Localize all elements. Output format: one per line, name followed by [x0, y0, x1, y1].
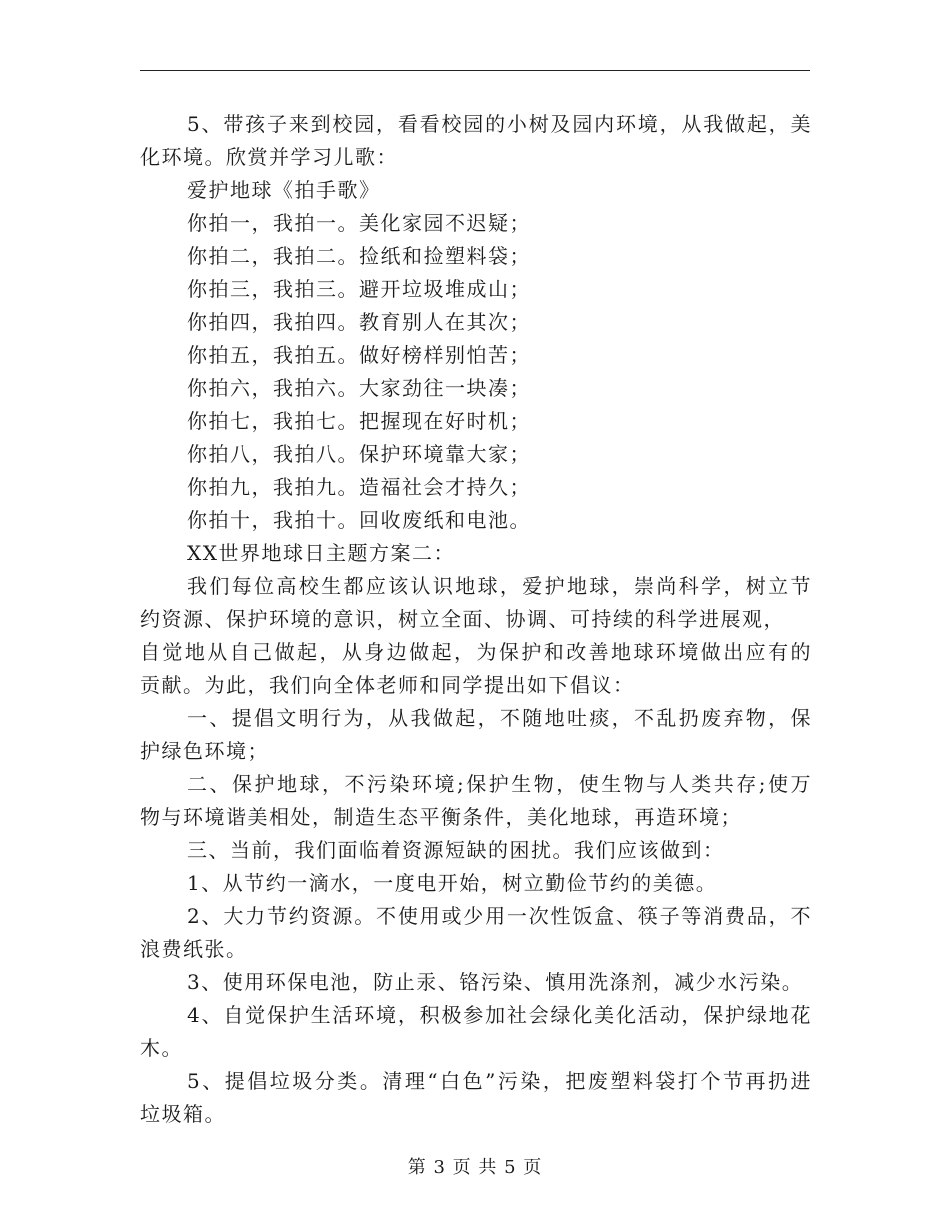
- text-line: XX世界地球日主题方案二：: [187, 541, 455, 565]
- header-rule: [140, 70, 810, 71]
- text-line: 3、使用环保电池，防止汞、铬污染、慎用洗涤剂，减少水污染。: [187, 970, 804, 994]
- text-line: 5、提倡垃圾分类。清理“白色”污染，把废塑料袋打个节再扔进: [187, 1069, 812, 1093]
- text-line: 化环境。欣赏并学习儿歌：: [140, 145, 398, 169]
- text-line: 你拍十，我拍十。回收废纸和电池。: [187, 508, 531, 532]
- text-line: 你拍七，我拍七。把握现在好时机；: [187, 409, 531, 433]
- document-body: [140, 108, 812, 1131]
- text-line: 二、保护地球，不污染环境;保护生物，使生物与人类共存;使万: [187, 772, 812, 796]
- text-line: 我们每位高校生都应该认识地球，爱护地球，崇尚科学，树立节: [187, 574, 812, 598]
- text-line: 浪费纸张。: [140, 937, 248, 961]
- text-line: 你拍四，我拍四。教育别人在其次；: [187, 310, 531, 334]
- text-line: 你拍九，我拍九。造福社会才持久；: [187, 475, 531, 499]
- text-line: 4、自觉保护生活环境，积极参加社会绿化美化活动，保护绿地花: [187, 1003, 812, 1027]
- text-line: 你拍五，我拍五。做好榜样别怕苦；: [187, 343, 531, 367]
- text-line: 约资源、保护环境的意识，树立全面、协调、可持续的科学进展观，: [140, 607, 785, 631]
- text-line: 一、提倡文明行为，从我做起，不随地吐痰，不乱扔废弃物，保: [187, 706, 812, 730]
- text-line: 爱护地球《拍手歌》: [187, 178, 381, 202]
- text-line: 你拍二，我拍二。捡纸和捡塑料袋；: [187, 244, 531, 268]
- text-line: 你拍一，我拍一。美化家园不迟疑；: [187, 211, 531, 235]
- text-line: 自觉地从自己做起，从身边做起，为保护和改善地球环境做出应有的: [140, 640, 812, 664]
- text-line: 护绿色环境；: [140, 739, 269, 763]
- text-line: 5、带孩子来到校园，看看校园的小树及园内环境，从我做起，美: [187, 112, 812, 136]
- text-line: 垃圾箱。: [140, 1102, 226, 1126]
- text-line: 1、从节约一滴水，一度电开始，树立勤俭节约的美德。: [187, 871, 718, 895]
- text-line: 你拍八，我拍八。保护环境靠大家；: [187, 442, 531, 466]
- text-line: 物与环境谐美相处，制造生态平衡条件，美化地球，再造环境；: [140, 805, 742, 829]
- page-footer: [0, 1153, 950, 1179]
- text-line: 三、当前，我们面临着资源短缺的困扰。我们应该做到：: [187, 838, 725, 862]
- text-line: 你拍三，我拍三。避开垃圾堆成山；: [187, 277, 531, 301]
- text-line: 2、大力节约资源。不使用或少用一次性饭盒、筷子等消费品，不: [187, 904, 812, 928]
- text-line: 你拍六，我拍六。大家劲往一块凑；: [187, 376, 531, 400]
- page-number: 第 3 页 共 5 页: [407, 1157, 543, 1178]
- text-line: 木。: [140, 1036, 183, 1060]
- text-line: 贡献。为此，我们向全体老师和同学提出如下倡议：: [140, 673, 635, 697]
